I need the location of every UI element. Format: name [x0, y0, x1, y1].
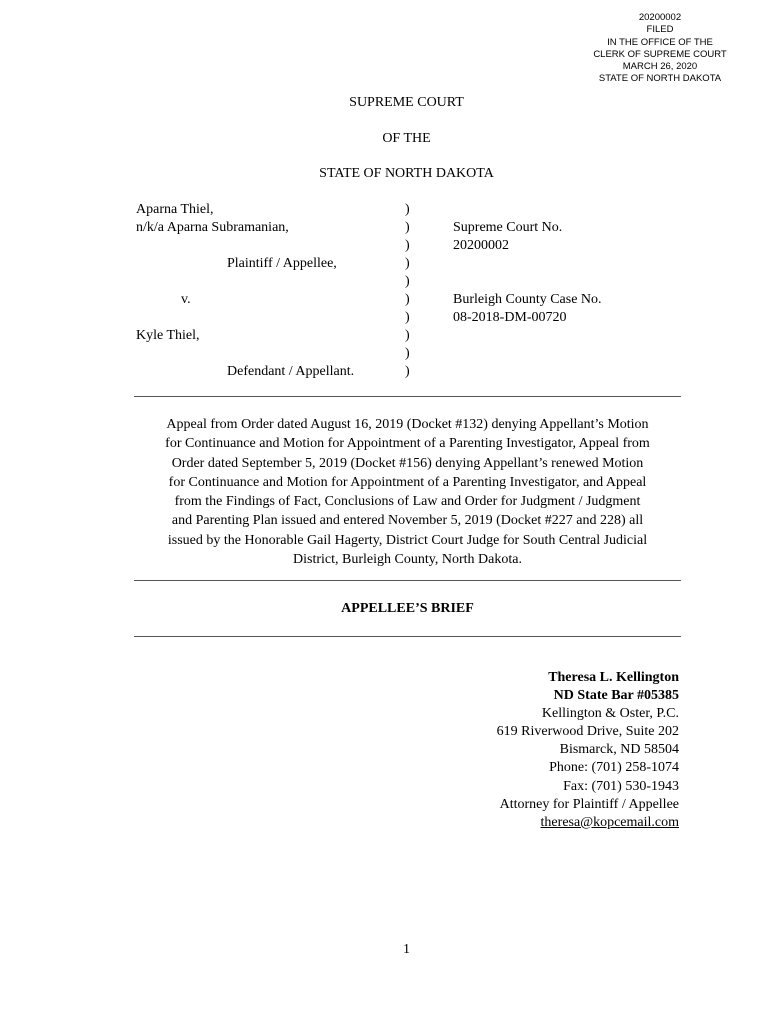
paren: ): [405, 256, 410, 271]
fax: Fax: (701) 530-1943: [563, 778, 679, 794]
court-heading-line3: STATE OF NORTH DAKOTA: [319, 166, 494, 181]
paren: ): [405, 202, 410, 217]
appeal-line: from the Findings of Fact, Conclusions of Law and Order for Judgment / Judgment: [174, 494, 641, 510]
appeal-line: for Continuance and Motion for Appointment of a Parenting Investigator, Appeal from: [165, 436, 650, 452]
attorney-name: Theresa L. Kellington: [548, 670, 679, 685]
appeal-line: issued by the Honorable Gail Hagerty, District Court Judge for South Central Judicial: [167, 532, 648, 548]
paren: ): [405, 328, 410, 343]
stamp-line: MARCH 26, 2020: [622, 61, 698, 73]
plaintiff-role: Plaintiff / Appellee,: [227, 256, 337, 271]
brief-title: APPELLEE’S BRIEF: [341, 601, 474, 616]
paren: ): [405, 220, 410, 235]
firm-name: Kellington & Oster, P.C.: [541, 706, 679, 722]
paren: ): [405, 274, 410, 289]
stamp-line: 20200002: [638, 12, 682, 23]
address-line1: 619 Riverwood Drive, Suite 202: [496, 724, 679, 740]
county-case-label: Burleigh County Case No.: [453, 292, 602, 307]
paren: ): [405, 346, 410, 361]
paren: ): [405, 364, 410, 379]
stamp-line: FILED: [646, 24, 674, 36]
paren: ): [405, 238, 410, 253]
stamp-line: CLERK OF SUPREME COURT: [593, 48, 727, 60]
filing-stamp: [580, 12, 740, 86]
defendant-name: Kyle Thiel,: [136, 328, 200, 343]
bar-number: ND State Bar #05385: [553, 688, 679, 704]
appeal-line: Appeal from Order dated August 16, 2019 (Docket #132) denying Appellant’s Motion: [166, 417, 649, 432]
page-number: 1: [403, 942, 410, 957]
appeal-line: Order dated September 5, 2019 (Docket #156) denying Appellant’s renewed Motion: [171, 455, 644, 471]
attorney-role: Attorney for Plaintiff / Appellee: [499, 796, 679, 812]
plaintiff-name: Aparna Thiel,: [136, 202, 214, 217]
stamp-line: STATE OF NORTH DAKOTA: [598, 73, 722, 85]
plaintiff-aka: n/k/a Aparna Subramanian,: [136, 220, 289, 235]
court-heading-line1: SUPREME COURT: [349, 95, 464, 110]
supreme-court-number: 20200002: [453, 238, 509, 253]
defendant-role: Defendant / Appellant.: [227, 364, 355, 379]
supreme-court-no-label: Supreme Court No.: [453, 220, 563, 235]
phone: Phone: (701) 258-1074: [549, 760, 679, 776]
court-heading-line2: OF THE: [382, 131, 431, 146]
paren: ): [405, 310, 410, 325]
appeal-line: for Continuance and Motion for Appointment of a Parenting Investigator, and Appeal: [168, 474, 647, 490]
signature-block: [497, 669, 679, 832]
divider: [134, 580, 681, 581]
paren: ): [405, 292, 410, 307]
divider: [134, 636, 681, 637]
county-case-number: 08-2018-DM-00720: [453, 310, 567, 325]
caption-parentheses: [405, 201, 410, 381]
appeal-line: District, Burleigh County, North Dakota.: [293, 552, 522, 568]
email-link[interactable]: theresa@kopcemail.com: [540, 814, 679, 830]
appeal-description: [134, 415, 681, 569]
versus-label: v.: [181, 292, 191, 307]
appeal-line: and Parenting Plan issued and entered November 5, 2019 (Docket #227 and 228) all: [171, 513, 644, 529]
stamp-line: IN THE OFFICE OF THE: [607, 36, 713, 48]
divider: [134, 396, 681, 397]
address-line2: Bismarck, ND 58504: [559, 742, 679, 758]
